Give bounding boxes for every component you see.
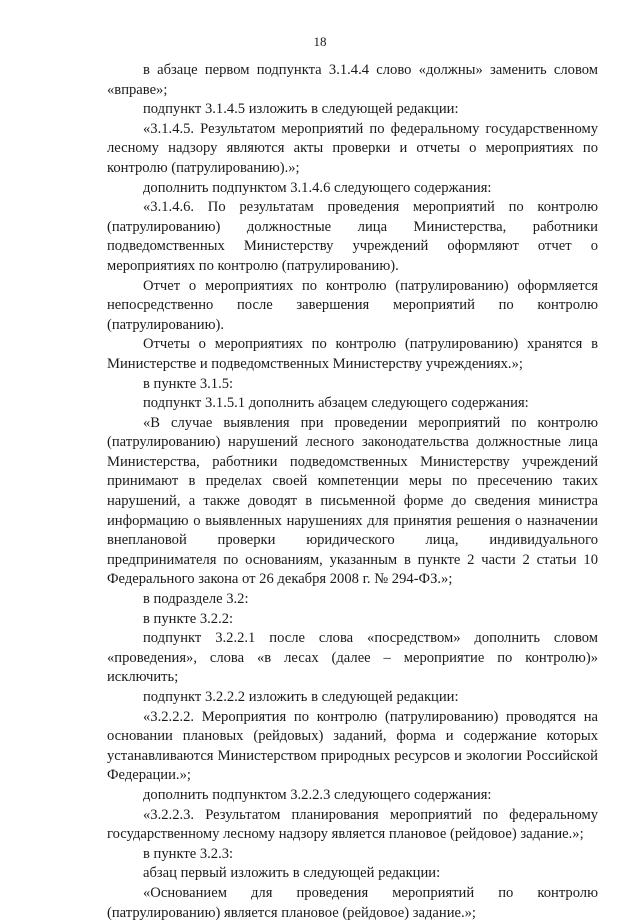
paragraph: Отчет о мероприятиях по контролю (патрулированию) оформляется непосредственно после завершения мероприятий по контролю (патрулированию). [107, 277, 598, 333]
paragraph: подпункт 3.1.5.1 дополнить абзацем следующего содержания: [143, 395, 529, 412]
paragraph: «В случае выявления при проведении мероприятий по контролю (патрулированию) нарушений лесного законодательства должностные лица Министерства, работники подведомственных Министерству учреждений принимают в пределах своей компетенции меры по пресечению таких нарушений, а также доводят в письменной форме до сведения министра информацию о выявленных нарушениях для принятия решения о назначении внеплановой проверки юридического лица, индивидуального предпринимателя по основаниям, указанным в пункте 2 части 2 статьи 10 Федерального закона от 26 декабря 2008 г. № 294-ФЗ.»; [107, 414, 598, 588]
paragraph: дополнить подпунктом 3.1.4.6 следующего содержания: [143, 179, 492, 196]
paragraph: в пункте 3.1.5: [143, 375, 234, 392]
paragraph: Отчеты о мероприятиях по контролю (патрулированию) хранятся в Министерстве и подведомственных Министерству учреждениях.»; [107, 336, 598, 372]
paragraph: в пункте 3.2.3: [143, 845, 234, 862]
paragraph: «3.1.4.6. По результатам проведения мероприятий по контролю (патрулированию) должностные лица Министерства, работники подведомственных Министерству учреждений оформляют отчет о мероприятиях по контролю (патрулированию). [107, 199, 598, 274]
paragraph: «3.1.4.5. Результатом мероприятий по федеральному государственному лесному надзору являются акты проверки и отчеты о мероприятиях по контролю (патрулированию).»; [107, 120, 598, 176]
paragraph: абзац первый изложить в следующей редакции: [143, 865, 441, 882]
paragraph: дополнить подпунктом 3.2.2.3 следующего содержания: [143, 786, 492, 803]
paragraph: «3.2.2.3. Результатом планирования мероприятий по федеральному государственному лесному надзору является плановое (рейдовое) задание.»; [107, 806, 598, 843]
paragraph: «3.2.2.2. Мероприятия по контролю (патрулированию) проводятся на основании плановых (рейдовых) заданий, форма и содержание которых устанавливаются Министерством природных ресурсов и экологии Российской Федерации.»; [107, 708, 598, 784]
page-number: 18 [313, 34, 327, 49]
paragraph: подпункт 3.1.4.5 изложить в следующей редакции: [143, 101, 459, 118]
paragraph: подпункт 3.2.2.2 изложить в следующей редакции: [143, 689, 459, 705]
paragraph: «Основанием для проведения мероприятий по контролю (патрулированию) является плановое (рейдовое) задание.»; [107, 884, 598, 921]
paragraph: в абзаце первом подпункта 3.1.4.4 слово «должны» заменить словом «вправе»; [107, 62, 598, 98]
paragraph: подпункт 3.2.2.1 после слова «посредством» дополнить словом «проведения», слова «в лесах (далее – мероприятие по контролю)» исключить; [107, 630, 598, 686]
paragraph: в пункте 3.2.2: [143, 610, 234, 627]
paragraph: в подразделе 3.2: [143, 591, 249, 608]
document-body [107, 61, 598, 923]
